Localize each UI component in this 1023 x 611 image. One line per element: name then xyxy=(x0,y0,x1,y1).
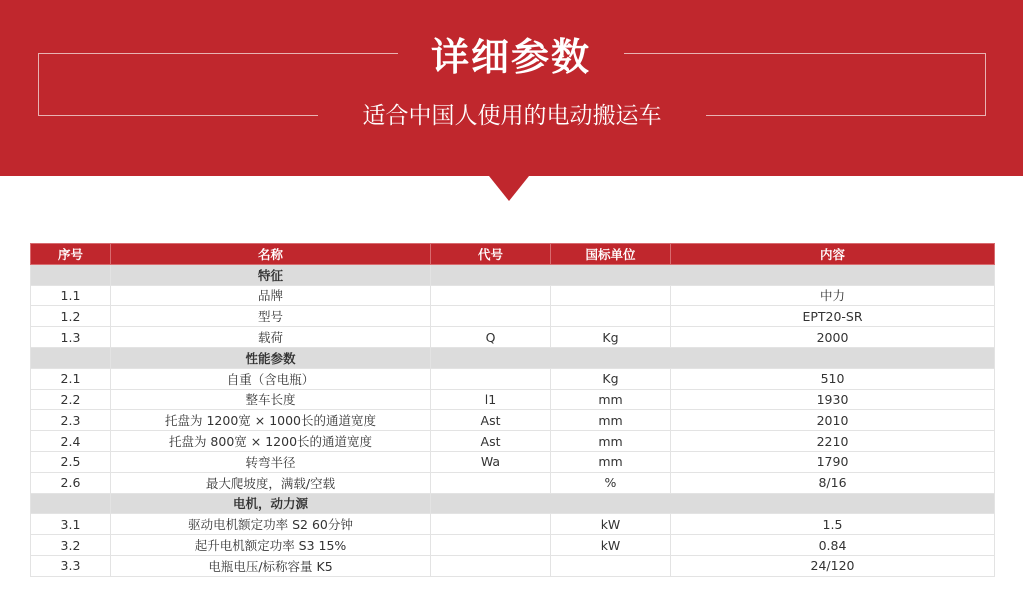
cell-index: 2.6 xyxy=(31,472,111,493)
col-header-unit: 国标单位 xyxy=(551,244,671,265)
col-header-index: 序号 xyxy=(31,244,111,265)
section-title: 特征 xyxy=(111,264,431,285)
table-row xyxy=(31,431,995,452)
cell-name: 转弯半径 xyxy=(111,451,431,472)
table-row xyxy=(31,535,995,556)
cell-name: 最大爬坡度，满载/空载 xyxy=(111,472,431,493)
section-row xyxy=(31,493,995,514)
cell-unit xyxy=(551,555,671,576)
cell-value: 24/120 xyxy=(671,555,995,576)
col-header-value: 内容 xyxy=(671,244,995,265)
cell-name: 型号 xyxy=(111,306,431,327)
cell-index: 2.1 xyxy=(31,368,111,389)
cell-index: 2.2 xyxy=(31,389,111,410)
cell-code xyxy=(431,285,551,306)
cell-value: 1930 xyxy=(671,389,995,410)
table-row xyxy=(31,368,995,389)
table-row xyxy=(31,389,995,410)
cell-value: 510 xyxy=(671,368,995,389)
cell-index: 2.4 xyxy=(31,431,111,452)
table-row xyxy=(31,285,995,306)
cell-value: EPT20-SR xyxy=(671,306,995,327)
col-header-code: 代号 xyxy=(431,244,551,265)
banner-title: 详细参数 xyxy=(398,32,624,82)
cell-name: 电瓶电压/标称容量 K5 xyxy=(111,555,431,576)
cell-code xyxy=(431,472,551,493)
cell-unit: Kg xyxy=(551,327,671,348)
cell-code: Q xyxy=(431,327,551,348)
cell-value: 2010 xyxy=(671,410,995,431)
cell-unit xyxy=(551,306,671,327)
cell-name: 品牌 xyxy=(111,285,431,306)
cell-index: 1.3 xyxy=(31,327,111,348)
header-banner xyxy=(0,0,1023,176)
cell-index: 2.5 xyxy=(31,451,111,472)
table-row xyxy=(31,327,995,348)
cell-unit: kW xyxy=(551,514,671,535)
col-header-name: 名称 xyxy=(111,244,431,265)
cell-name: 托盘为 1200宽 × 1000长的通道宽度 xyxy=(111,410,431,431)
spec-table xyxy=(30,243,995,577)
table-row xyxy=(31,410,995,431)
table-row xyxy=(31,514,995,535)
cell-code: Ast xyxy=(431,431,551,452)
cell-value: 2000 xyxy=(671,327,995,348)
banner-subtitle: 适合中国人使用的电动搬运车 xyxy=(318,100,706,132)
cell-unit: mm xyxy=(551,389,671,410)
cell-code: Wa xyxy=(431,451,551,472)
cell-name: 整车长度 xyxy=(111,389,431,410)
cell-code xyxy=(431,368,551,389)
cell-name: 自重（含电瓶） xyxy=(111,368,431,389)
cell-name: 起升电机额定功率 S3 15% xyxy=(111,535,431,556)
section-title: 电机，动力源 xyxy=(111,493,431,514)
table-row xyxy=(31,451,995,472)
cell-index: 2.3 xyxy=(31,410,111,431)
cell-value: 1.5 xyxy=(671,514,995,535)
cell-index: 1.2 xyxy=(31,306,111,327)
cell-value: 2210 xyxy=(671,431,995,452)
section-row xyxy=(31,264,995,285)
cell-value: 0.84 xyxy=(671,535,995,556)
table-row xyxy=(31,472,995,493)
cell-code xyxy=(431,535,551,556)
cell-code xyxy=(431,306,551,327)
cell-unit: mm xyxy=(551,410,671,431)
cell-code xyxy=(431,555,551,576)
cell-index: 3.2 xyxy=(31,535,111,556)
table-row xyxy=(31,306,995,327)
cell-index: 1.1 xyxy=(31,285,111,306)
cell-name: 载荷 xyxy=(111,327,431,348)
cell-index: 3.1 xyxy=(31,514,111,535)
cell-code: l1 xyxy=(431,389,551,410)
cell-code xyxy=(431,514,551,535)
section-title: 性能参数 xyxy=(111,347,431,368)
cell-unit: kW xyxy=(551,535,671,556)
cell-unit: mm xyxy=(551,451,671,472)
spec-table-header xyxy=(31,244,995,265)
cell-unit: mm xyxy=(551,431,671,452)
cell-value: 1790 xyxy=(671,451,995,472)
table-row xyxy=(31,555,995,576)
cell-index: 3.3 xyxy=(31,555,111,576)
cell-code: Ast xyxy=(431,410,551,431)
cell-unit: % xyxy=(551,472,671,493)
banner-arrow xyxy=(489,176,529,201)
cell-name: 驱动电机额定功率 S2 60分钟 xyxy=(111,514,431,535)
cell-unit xyxy=(551,285,671,306)
cell-name: 托盘为 800宽 × 1200长的通道宽度 xyxy=(111,431,431,452)
cell-value: 8/16 xyxy=(671,472,995,493)
section-row xyxy=(31,347,995,368)
cell-value: 中力 xyxy=(671,285,995,306)
cell-unit: Kg xyxy=(551,368,671,389)
